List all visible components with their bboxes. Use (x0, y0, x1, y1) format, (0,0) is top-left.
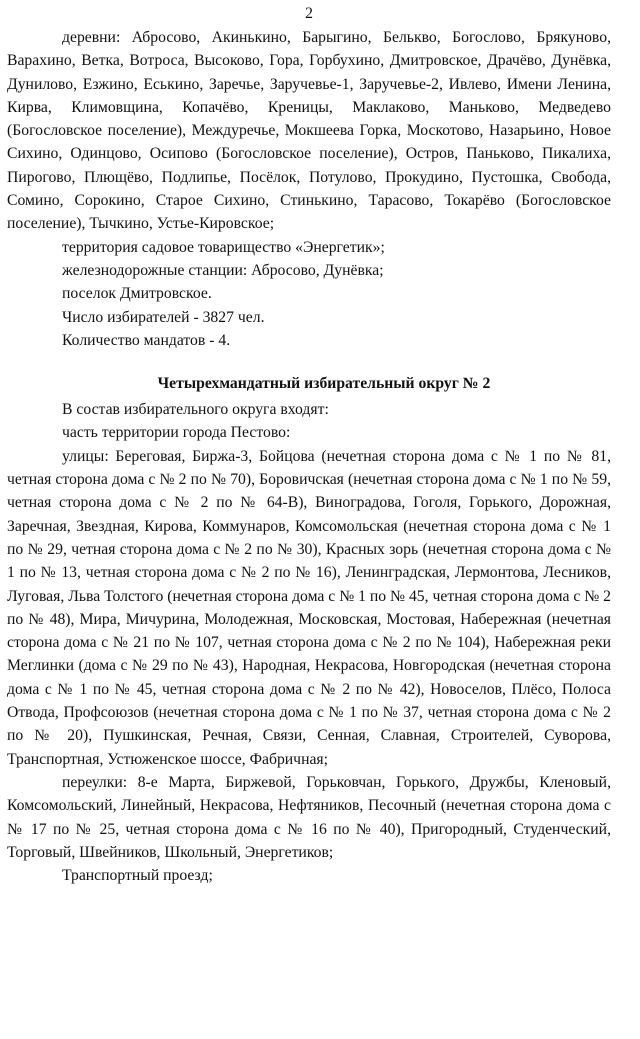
garden-territory-line: территория садовое товарищество «Энергетик»; (62, 238, 385, 256)
streets-paragraph: улицы: Береговая, Биржа-3, Бойцова (нечетная сторона дома с № 1 по № 81, четная сторона дома с № 2 по № 70), Боровичская (нечетная сторона дома с № 1 по № 59, четная сторона дома с № 2 по № 64-В), Виноградова, Гоголя, Горького, Дорожная, Заречная, Звездная, Кирова, Коммунаров, Комсомольская (нечетная сторона дома с № 1 по № 29, четная сторона дома с № 2 по № 30), Красных зорь (нечетная сторона дома с № 1 по № 13, четная сторона дома с № 2 по № 16), Ленинградская, Лермонтова, Лесников, Луговая, Льва Толстого (нечетная сторона дома с № 1 по № 45, четная сторона дома с № 2 по № 48), Мира, Мичурина, Молодежная, Московская, Мостовая, Набережная (нечетная сторона дома с № 21 по № 107, четная сторона дома с № 2 по № 104), Набережная реки Меглинки (дома с № 29 по № 43), Народная, Некрасова, Новгородская (нечетная сторона дома с № 1 по № 45, четная сторона дома с № 2 по № 42), Новоселов, Плёсо, Полоса Отвода, Профсоюзов (нечетная сторона дома с № 1 по № 37, четная сторона дома с № 2 по № 20), Пушкинская, Речная, Связи, Сенная, Славная, Строителей, Суворова, Транспортная, Устюженское шоссе, Фабричная; (7, 447, 611, 768)
settlement-line: поселок Дмитровское. (62, 285, 212, 303)
lanes-paragraph: переулки: 8-е Марта, Биржевой, Горьковчан, Горького, Дружбы, Кленовый, Комсомольский, Линейный, Некрасова, Нефтяников, Песочный (нечетная сторона дома с № 17 по № 25, четная сторона дома с № 16 по № 40), Пригородный, Студенческий, Торговый, Швейников, Школьный, Энергетиков; (7, 773, 611, 861)
district-2-intro-line: В состав избирательного округа входят: (62, 401, 329, 419)
city-part-line: часть территории города Пестово: (62, 424, 291, 442)
passage-line: Транспортный проезд; (62, 867, 213, 885)
district-2-heading: Четырехмандатный избирательный округ № 2 (157, 375, 491, 393)
mandates-count-line: Количество мандатов - 4. (62, 331, 231, 349)
villages-paragraph: деревни: Абросово, Акинькино, Барыгино, Белькво, Богослово, Брякуново, Варахино, Ветка, Вотроса, Высоково, Гора, Горбухино, Дмитровское, Драчёво, Дунёвка, Дунилово, Езжино, Еськино, Заречье, Заручевье-1, Заручевье-2, Ивлево, Имени Ленина, Кирва, Климовщина, Копачёво, Креницы, Маклаково, Маньково, Медведево (Богословское поселение), Междуречье, Мокшеева Горка, Москотово, Назарьино, Новое Сихино, Одинцово, Осипово (Богословское поселение), Остров, Паньково, Пикалиха, Пирогово, Плющёво, Подлипье, Посёлок, Потулово, Прокудино, Пустошка, Свобода, Сомино, Сорокино, Старое Сихино, Стинькино, Тарасово, Токарёво (Богословское поселение), Тычкино, Устье-Кировское; (7, 29, 611, 233)
railway-stations-line: железнодорожные станции: Абросово, Дунёвка; (62, 261, 384, 279)
document-page (7, 0, 611, 887)
page-number: 2 (305, 5, 313, 22)
voters-count-line: Число избирателей - 3827 чел. (62, 308, 265, 326)
